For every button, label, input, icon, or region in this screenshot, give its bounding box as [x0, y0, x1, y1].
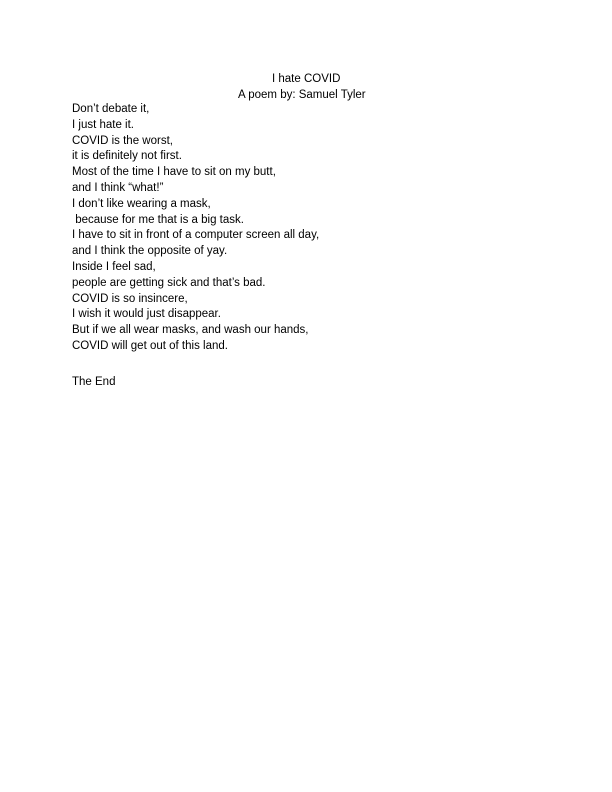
poem-line: because for me that is a big task.	[72, 213, 244, 226]
poem-line: Most of the time I have to sit on my butt,	[72, 166, 276, 179]
poem-title: I hate COVID	[272, 73, 341, 85]
poem-line: I wish it would just disappear.	[72, 308, 221, 321]
poem-line: But if we all wear masks, and wash our hands,	[72, 324, 309, 337]
poem-line: and I think the opposite of yay.	[72, 245, 228, 258]
poem-line: Don’t debate it,	[72, 103, 150, 115]
poem-line: Inside I feel sad,	[72, 260, 156, 273]
poem-line: people are getting sick and that’s bad.	[72, 276, 266, 289]
poem-line: I just hate it.	[72, 118, 135, 131]
poem-byline: A poem by: Samuel Tyler	[238, 89, 366, 101]
poem-line: COVID will get out of this land.	[72, 339, 228, 352]
poem-line: COVID is the worst,	[72, 134, 173, 147]
poem-line: and I think “what!”	[72, 181, 164, 194]
poem-line: I have to sit in front of a computer screen all day,	[72, 229, 320, 242]
poem-line: it is definitely not first.	[72, 150, 182, 163]
poem-body	[72, 102, 552, 355]
poem-ending: The End	[72, 376, 116, 388]
poem-line: I don’t like wearing a mask,	[72, 197, 211, 210]
poem-line: COVID is so insincere,	[72, 292, 188, 305]
